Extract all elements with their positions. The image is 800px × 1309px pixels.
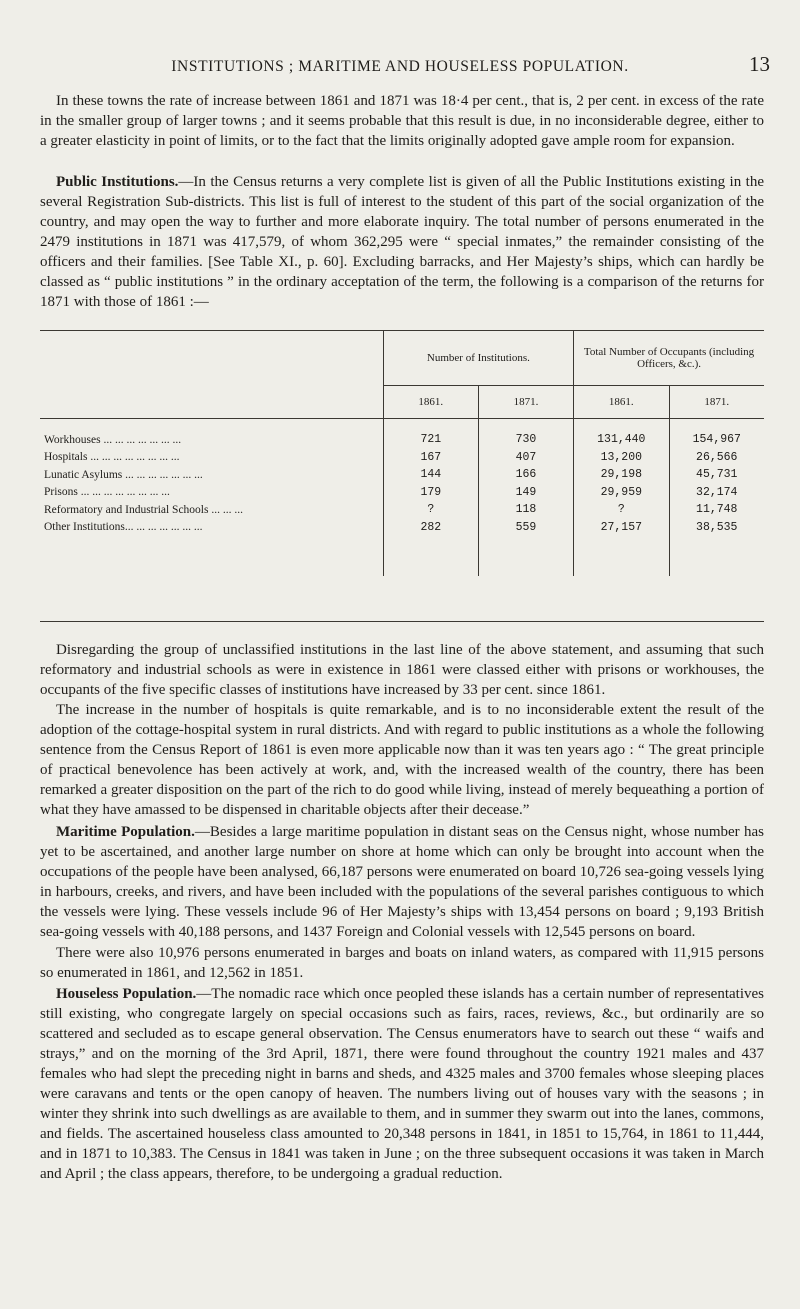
year-header: 1871. [669,386,764,419]
cell: 118 [478,501,573,519]
paragraph-public-institutions-body: —In the Census returns a very complete list is given of all the Public Institutions existing in the several Registration Sub-districts. This list is full of interest to the student of this part of the social organization of the country, and may open the way to further and more elaborate inquiry. The total number of persons enumerated in the 2479 institutions in 1871 was 417,579, of whom 362,295 were “ special inmates,” the remainder consisting of the officers and their families. [See Table XI., p. 60]. Excluding barracks, and Her Majesty’s ships, which can hardly be classed as “ public institutions ” in the ordinary acceptation of the term, the following is a comparison of the returns for 1871 with those of 1861 :— [40,174,764,310]
cell: 26,566 [669,449,764,467]
row-label: Other Institutions... ... ... ... ... ... ... [44,521,203,534]
cell: 38,535 [669,519,764,537]
cell: 32,174 [669,484,764,502]
cell: 407 [478,449,573,467]
cell: ? [383,501,478,519]
cell: 721 [383,431,478,449]
page-number: 13 [749,52,770,76]
section-heading-public-institutions: Public Institutions. [56,174,179,190]
table-row [40,449,764,467]
cell: 131,440 [574,431,669,449]
year-header: 1861. [383,386,478,419]
paragraph-barges: There were also 10,976 persons enumerated in barges and boats on inland waters, as compared with 11,915 persons so enumerated in 1861, and 12,562 in 1851. [40,945,764,981]
paragraph-disregarding: Disregarding the group of unclassified institutions in the last line of the above statement, and assuming that such reformatory and industrial schools as were in existence in 1861 were classed either with prisons or workhouses, the occupants of the five specific classes of institutions have increased by 33 per cent. since 1861. [40,642,764,698]
institutions-table [40,330,764,622]
paragraph-houseless [40,984,764,1184]
paragraph-towns: In these towns the rate of increase between 1861 and 1871 was 18·4 per cent., that is, 2 per cent. in excess of the rate in the smaller group of larger towns ; and it seems probable that this result is due, in no inconsiderable degree, either to a greater elasticity in point of limits, or to the fact that the limits originally adopted gave ample room for expansion. [40,93,764,149]
paragraph-houseless-body: —The nomadic race which once peopled these islands has a certain number of representatives still existing, who congregate largely on special occasions such as fairs, races, reviews, &c., but ordinarily are so scattered and secluded as to escape general observation. The Census enumerators have to search out these “ waifs and strays,” and on the morning of the 3rd April, 1871, there were found throughout the country 1921 males and 437 females who had slept the preceding night in barns and sheds, and 4325 males and 3700 females whose sleeping places were caravans and tents or the open canopy of heaven. The numbers living out of houses vary with the seasons ; in winter they shrink into such dwellings as are available to them, and in summer they swarm out into the lanes, commons, and fields. The ascertained houseless class amounted to 20,348 persons in 1841, in 1851 to 15,764, in 1861 to 11,444, and in 1871 to 10,383. The Census in 1841 was taken in June ; on the three subsequent occasions it was taken in March and April ; the class appears, therefore, to be undergoing a gradual reduction. [40,986,764,1182]
cell: 27,157 [574,519,669,537]
running-header: INSTITUTIONS ; MARITIME AND HOUSELESS POPULATION. [171,58,629,75]
table-row [40,519,764,537]
table-row [40,501,764,519]
cell: 144 [383,466,478,484]
table-stub-header [40,331,383,386]
paragraph-maritime-body: —Besides a large maritime population in distant seas on the Census night, whose number has yet to be ascertained, and another large number on shore at home which can only be brought into account when the occupations of the people have been analysed, 66,187 persons were enumerated on board 10,726 sea-going vessels lying in harbours, creeks, and rivers, and have been included with the populations of the several parishes contiguous to which the vessels were lying. These vessels include 96 of Her Majesty’s ships with 13,454 persons on board ; 9,193 British sea-going vessels with 40,188 persons, and 1437 Foreign and Colonial vessels with 12,545 persons on board. [40,824,764,940]
cell: 13,200 [574,449,669,467]
row-label: Hospitals ... ... ... ... ... ... ... ... [44,451,180,464]
cell: 282 [383,519,478,537]
table-row [40,466,764,484]
year-header: 1871. [478,386,573,419]
section-heading-houseless: Houseless Population. [56,986,197,1002]
cell: 45,731 [669,466,764,484]
cell: 730 [478,431,573,449]
cell: 154,967 [669,431,764,449]
table-row [40,431,764,449]
row-label: Prisons ... ... ... ... ... ... ... ... [44,486,170,499]
cell: 149 [478,484,573,502]
cell: 179 [383,484,478,502]
header-total-occupants: Total Number of Occupants (including Officers, &c.). [574,331,764,386]
paragraph-hospitals: The increase in the number of hospitals is quite remarkable, and is to no inconsiderable extent the result of the adoption of the cottage-hospital system in rural districts. And with regard to public institutions as a whole the following sentence from the Census Report of 1861 is even more applicable now than it was ten years ago : “ The great principle of practical benevolence has been actively at work, and, with the increased wealth of the country, there has been remarked a greater disposition on the part of the rich to do good while living, instead of merely bequeathing a portion of what they have amassed to be dispensed in charitable objects after their decease.” [40,702,764,818]
paragraph-public-institutions [40,172,764,312]
header-number-of-institutions: Number of Institutions. [383,331,573,386]
row-label: Workhouses ... ... ... ... ... ... ... [44,433,182,446]
table-row [40,484,764,502]
cell: ? [574,501,669,519]
row-label: Lunatic Asylums ... ... ... ... ... ... ... [44,468,203,481]
cell: 29,198 [574,466,669,484]
row-label: Reformatory and Industrial Schools ... ... ... [44,503,243,516]
section-heading-maritime: Maritime Population. [56,824,195,840]
cell: 29,959 [574,484,669,502]
paragraph-maritime [40,822,764,942]
cell: 559 [478,519,573,537]
cell: 167 [383,449,478,467]
cell: 11,748 [669,501,764,519]
year-header: 1861. [574,386,669,419]
cell: 166 [478,466,573,484]
